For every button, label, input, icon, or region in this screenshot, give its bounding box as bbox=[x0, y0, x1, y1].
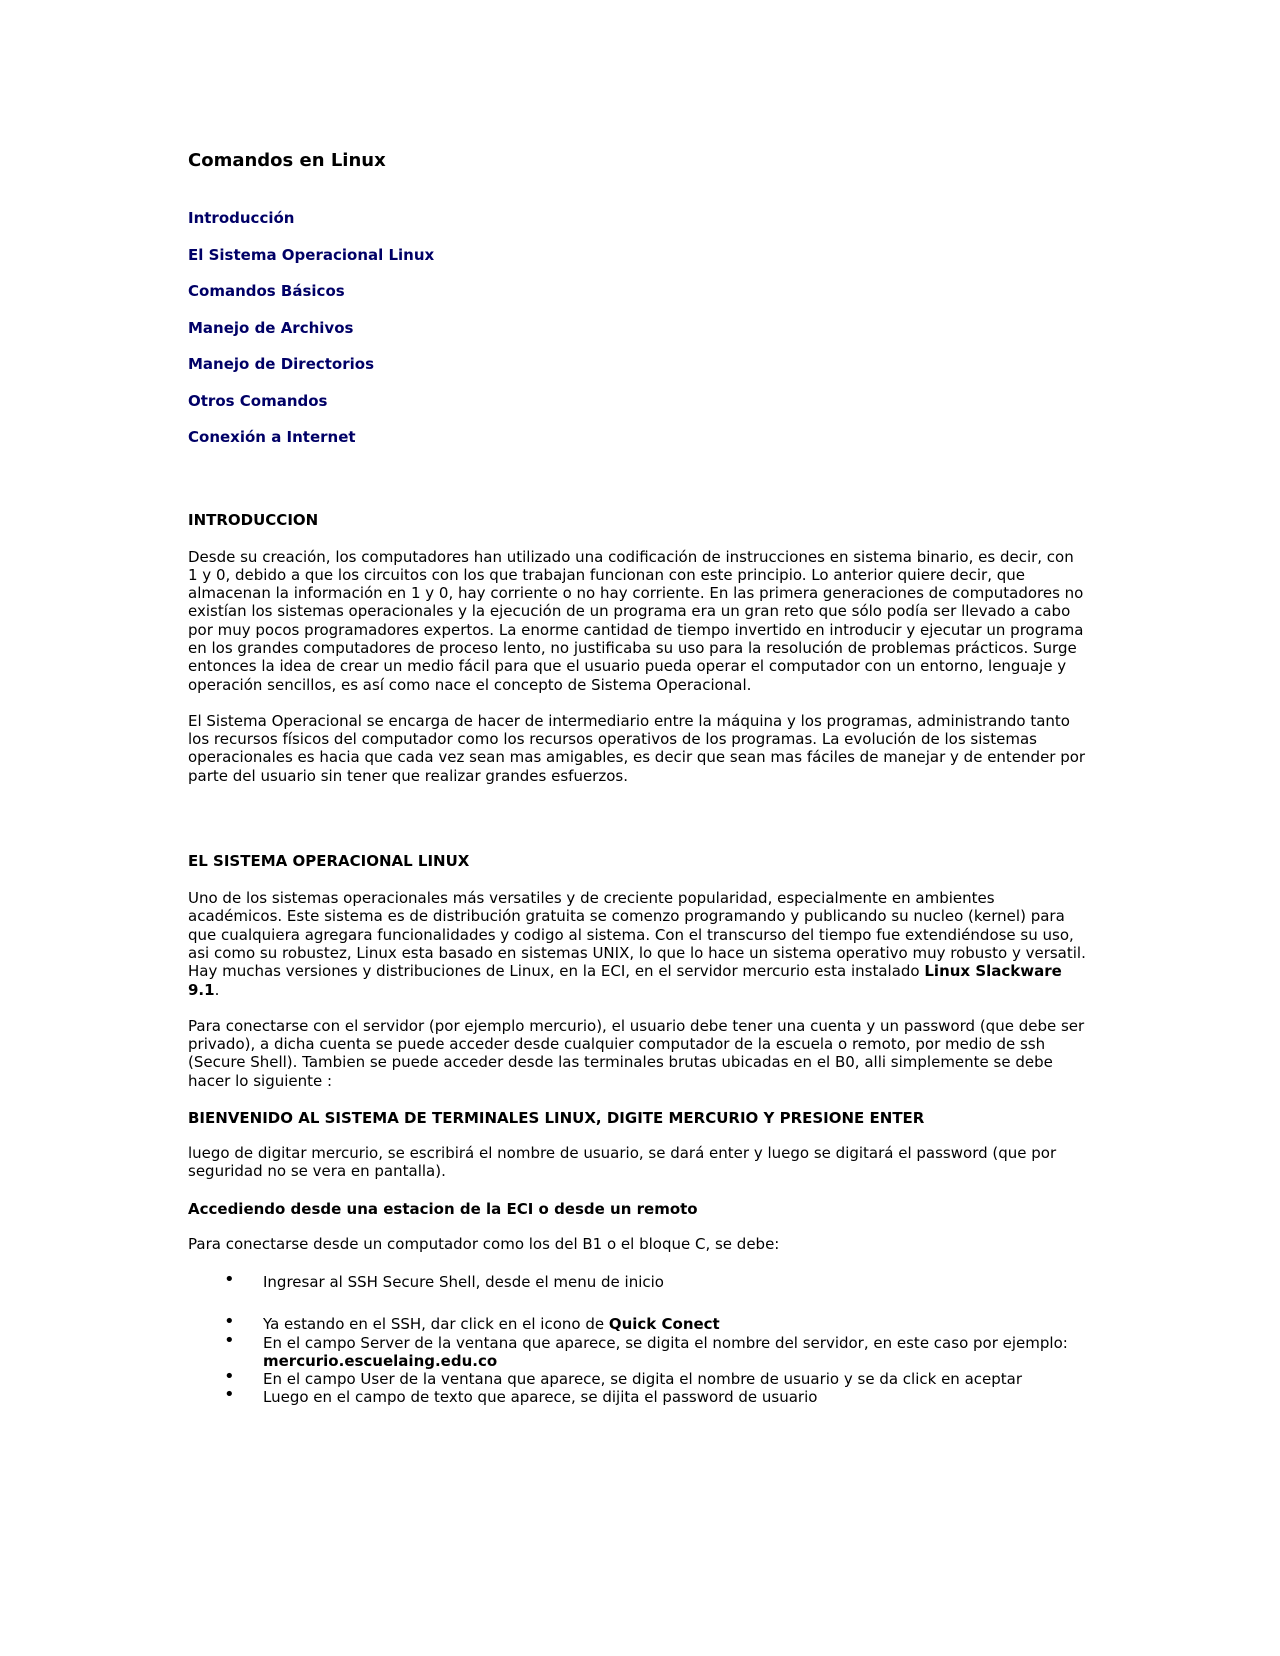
linux-paragraph-1 bbox=[188, 889, 1088, 999]
linux-heading: EL SISTEMA OPERACIONAL LINUX bbox=[188, 852, 470, 871]
toc-link-comandos-basicos[interactable]: Comandos Básicos bbox=[188, 282, 345, 300]
list-item bbox=[188, 1334, 1088, 1371]
linux-paragraph-2: Para conectarse con el servidor (por ejemplo mercurio), el usuario debe tener una cuenta y un password (que debe ser privado), a dicha cuenta se puede acceder desde cualquier computador de la escuela o remoto, por medio de ssh (Secure Shell). Tambien se puede acceder desde las terminales brutas ubicadas en el B0, alli simplemente se debe hacer lo siguiente : bbox=[188, 1016, 1085, 1090]
steps-list bbox=[188, 1273, 1088, 1407]
linux-paragraph-1-end: . bbox=[214, 980, 220, 999]
step-2-bold: Quick Conect bbox=[608, 1315, 720, 1334]
toc-link-introduccion[interactable]: Introducción bbox=[188, 209, 295, 227]
linux-paragraph-4: Para conectarse desde un computador como los del B1 o el bloque C, se debe: bbox=[188, 1234, 780, 1253]
list-item: • Luego en el campo de texto que aparece, se dijita el password de usuario bbox=[188, 1388, 1088, 1406]
toc-link-manejo-directorios[interactable]: Manejo de Directorios bbox=[188, 355, 375, 373]
terminal-message: BIENVENIDO AL SISTEMA DE TERMINALES LINUX, DIGITE MERCURIO Y PRESIONE ENTER bbox=[188, 1109, 925, 1128]
linux-version-bold: Linux Slackware 9.1 bbox=[188, 962, 1062, 999]
step-2-text: Ya estando en el SSH, dar click en el icono de bbox=[263, 1315, 609, 1334]
toc-link-otros-comandos[interactable]: Otros Comandos bbox=[188, 391, 328, 410]
page-title: Comandos en Linux bbox=[188, 150, 386, 171]
list-item bbox=[188, 1315, 1088, 1333]
linux-paragraph-1-text: Uno de los sistemas operacionales más versatiles y de creciente popularidad, especialmente en ambientes académicos. Este sistema es de distribución gratuita se comenzo programando y publicando su nucleo (kernel) para que cualquiera agregara funcionalidades y codigo al sistema. Con el transcurso del tiempo fue extendiéndose su uso, asi como su robustez, Linux esta basado en sistemas UNIX, lo que lo hace un sistema operativo muy robusto y versatil. Hay muchas versiones y distribuciones de Linux, en la ECI, en el servidor mercurio esta instalado bbox=[188, 889, 1086, 981]
intro-heading: INTRODUCCION bbox=[188, 510, 319, 529]
toc-link-sistema-operacional[interactable]: El Sistema Operacional Linux bbox=[188, 245, 435, 264]
step-3-bold: mercurio.escuelaing.edu.co bbox=[263, 1351, 498, 1370]
table-of-contents bbox=[188, 208, 1088, 447]
intro-paragraph-1: Desde su creación, los computadores han utilizado una codificación de instrucciones en sistema binario, es decir, con 1 y 0, debido a que los circuitos con los que trabajan funcionan con este principio. Lo anterior quiere decir, que almacenan la información en 1 y 0, hay corriente o no hay corriente. En las primera generaciones de computadores no existían los sistemas operacionales y la ejecución de un programa era un gran reto que sólo podía ser llevado a cabo por muy pocos programadores expertos. La enorme cantidad de tiempo invertido en introducir y ejecutar un programa en los grandes computadores de proceso lento, no justificaba su uso para la resolución de problemas prácticos. Surge entonces la idea de crear un medio fácil para que el usuario pueda operar el computador con un entorno, lenguaje y operación sencillos, es así como nace el concepto de Sistema Operacional. bbox=[188, 547, 1084, 694]
linux-paragraph-3: luego de digitar mercurio, se escribirá el nombre de usuario, se dará enter y luego se digitará el password (que por seguridad no se vera en pantalla). bbox=[188, 1144, 1057, 1181]
step-3-text: En el campo Server de la ventana que aparece, se digita el nombre del servidor, en este caso por ejemplo: bbox=[263, 1333, 1068, 1352]
list-item: • Ingresar al SSH Secure Shell, desde el menu de inicio bbox=[188, 1273, 1088, 1291]
toc-link-conexion-internet[interactable]: Conexión a Internet bbox=[188, 428, 356, 446]
toc-link-manejo-archivos[interactable]: Manejo de Archivos bbox=[188, 318, 354, 337]
document-content bbox=[188, 148, 1088, 1407]
access-subheading: Accediendo desde una estacion de la ECI o desde un remoto bbox=[188, 1199, 698, 1218]
intro-paragraph-2: El Sistema Operacional se encarga de hacer de intermediario entre la máquina y los programas, administrando tanto los recursos físicos del computador como los recursos operativos de los programas. La evolución de los sistemas operacionales es hacia que cada vez sean mas amigables, es decir que sean mas fáciles de manejar y de entender por parte del usuario sin tener que realizar grandes esfuerzos. bbox=[188, 711, 1086, 785]
list-item: • En el campo User de la ventana que aparece, se digita el nombre de usuario y se da click en aceptar bbox=[188, 1370, 1088, 1388]
